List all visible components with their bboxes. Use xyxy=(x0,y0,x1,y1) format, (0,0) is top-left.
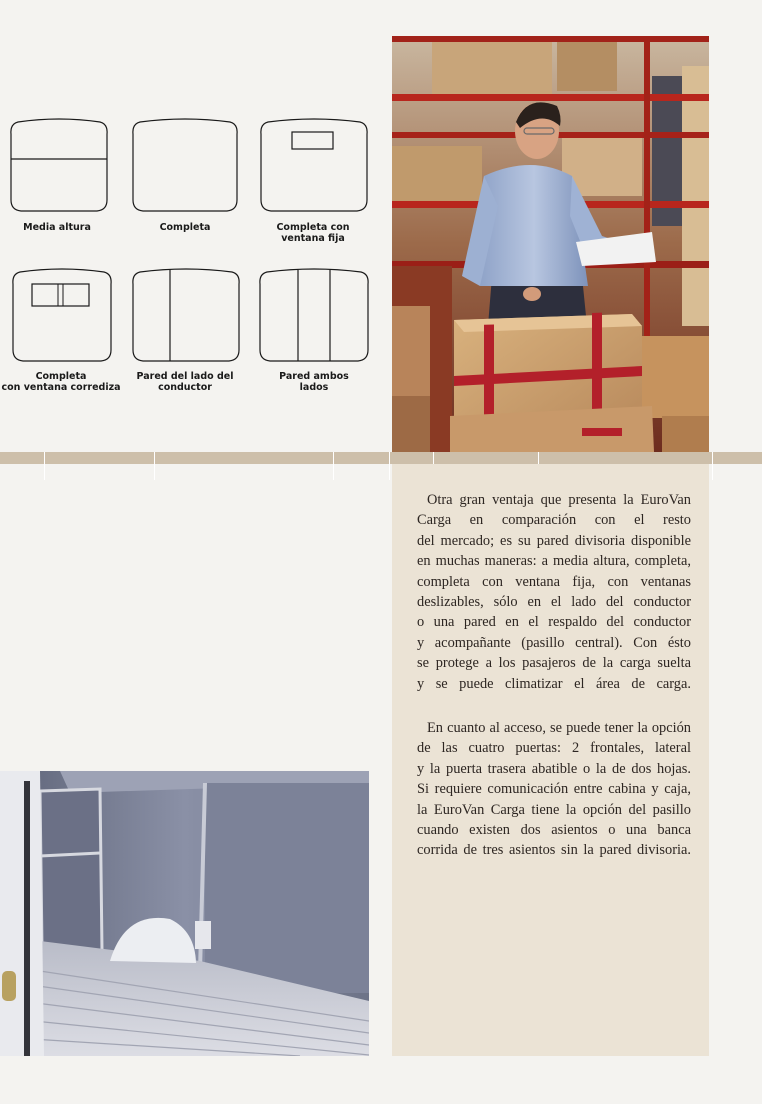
text-line: y acompañante (pasillo central). Con ésto xyxy=(417,634,691,651)
diagram-pared-lado-conductor xyxy=(130,268,242,364)
text-line: la EuroVan Carga tiene la opción del pasillo xyxy=(417,801,691,818)
ruler-tick xyxy=(333,452,334,480)
diagram-completa-ventana-corrediza xyxy=(10,268,114,364)
label-line: Completa con xyxy=(276,222,350,233)
label-line: Completa xyxy=(159,222,211,233)
diagram-completa xyxy=(130,118,240,214)
label-completa-ventana-corrediza xyxy=(0,371,122,393)
text-line: Otra gran ventaja que presenta la EuroVan xyxy=(427,492,691,508)
text-line: corrida de tres asientos sin la pared divisoria. xyxy=(417,842,691,859)
text-line: completa con ventana fija, con ventanas xyxy=(417,573,691,590)
ruler-tick xyxy=(389,452,390,480)
paragraph-access xyxy=(417,718,691,861)
text-line: del mercado; es su pared divisoria disponible xyxy=(417,532,691,549)
text-line: Carga en comparación con el resto xyxy=(417,512,691,529)
text-line: En cuanto al acceso, se puede tener la opción xyxy=(427,720,691,736)
label-line: conductor xyxy=(158,382,212,393)
diagram-completa-ventana-fija xyxy=(258,118,370,214)
ruler-band xyxy=(0,452,762,464)
text-line: Si requiere comunicación entre cabina y caja, xyxy=(417,781,691,798)
cargo-interior-photo xyxy=(0,771,369,1056)
ruler-tick xyxy=(44,452,45,480)
label-completa xyxy=(128,222,242,233)
text-panel xyxy=(392,464,709,1056)
label-media-altura xyxy=(0,222,114,233)
label-line: Pared ambos xyxy=(279,371,349,382)
text-line: o una pared en el respaldo del conductor xyxy=(417,614,691,631)
label-pared-lado-conductor xyxy=(128,371,242,393)
diagram-media-altura xyxy=(8,118,110,214)
label-line: ventana fija xyxy=(281,233,345,244)
label-line: Media altura xyxy=(23,222,91,233)
text-line: cuando existen dos asientos o una banca xyxy=(417,822,691,839)
label-line: Pared del lado del xyxy=(136,371,234,382)
ruler-tick xyxy=(712,452,713,480)
label-line: con ventana corrediza xyxy=(1,382,121,393)
text-line: de las cuatro puertas: 2 frontales, lateral xyxy=(417,740,691,757)
text-line: en muchas maneras: a media altura, completa, xyxy=(417,553,691,570)
text-line: deslizables, sólo en el lado del conductor xyxy=(417,594,691,611)
paragraph-partition xyxy=(417,490,691,694)
label-completa-ventana-fija xyxy=(256,222,370,244)
ruler-tick xyxy=(154,452,155,480)
diagram-pared-ambos-lados xyxy=(257,268,371,364)
text-line: y se puede climatizar el área de carga. xyxy=(417,675,691,692)
text-line: se protege a los pasajeros de la carga suelta xyxy=(417,655,691,672)
label-line: lados xyxy=(299,382,329,393)
text-line: y la puerta trasera abatible o la de dos hojas. xyxy=(417,760,691,777)
label-line: Completa xyxy=(35,371,87,382)
label-pared-ambos-lados xyxy=(257,371,371,393)
warehouse-photo xyxy=(392,36,709,452)
